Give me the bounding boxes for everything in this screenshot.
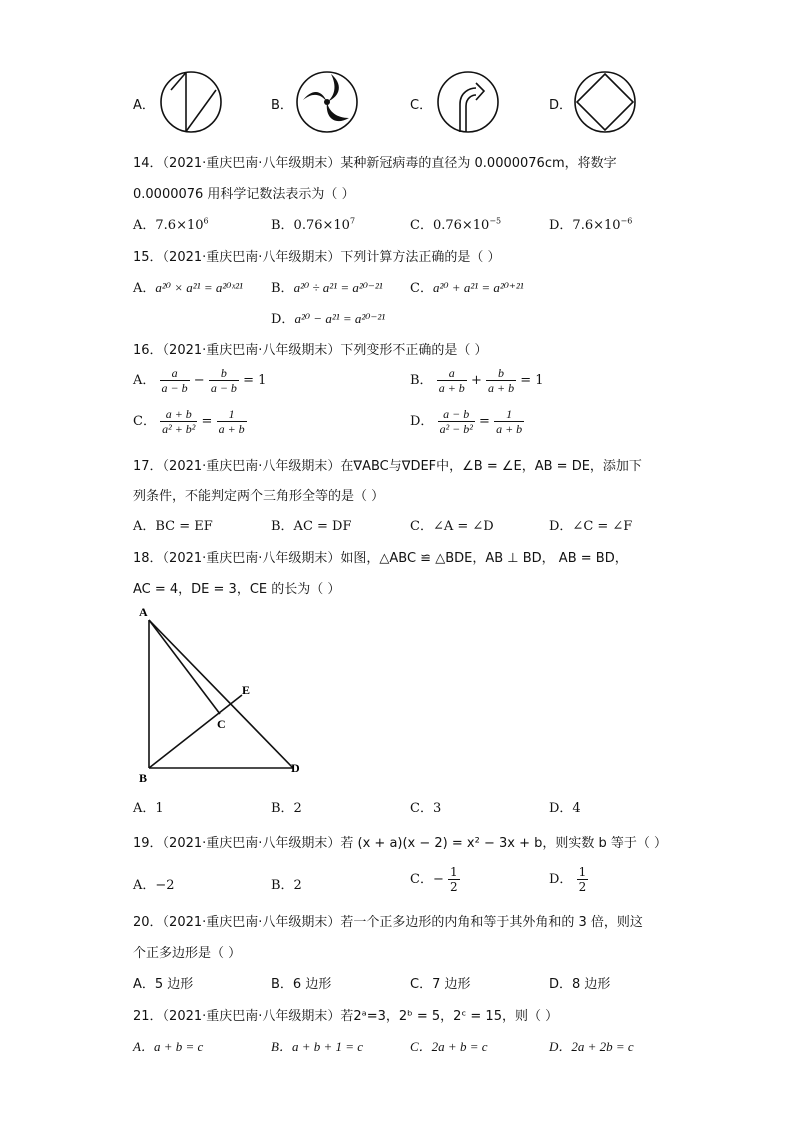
q14-option-d: D．$7.6\times 10^{-6}$ — [549, 216, 633, 233]
q19-option-b: B．2 — [271, 878, 302, 893]
q14-stem-line1: 14．（2021·重庆巴南·八年级期末）某种新冠病毒的直径为 0.0000076cm，将数字 — [133, 156, 617, 171]
q18-option-b: B．2 — [271, 801, 302, 816]
q15-option-d: D．a²⁰ − a²¹ = a²⁰⁻²¹ — [271, 311, 386, 327]
q15-option-a: A．a²⁰ × a²¹ = a²⁰ˣ²¹ — [133, 280, 243, 296]
q13-option-b-label: B． — [271, 98, 293, 113]
q16-option-c: C． $\frac{a + b}{\text{a² + b²}}$ = $\frac{1}{a + b}$ — [133, 407, 245, 436]
q20-stem-line1: 20．（2021·重庆巴南·八年级期末）若一个正多边形的内角和等于其外角和的 3 倍，则这 — [133, 915, 643, 930]
q19-option-d: D． $\frac{1}{2}$ — [549, 865, 587, 894]
q15-option-b: B．a²⁰ ÷ a²¹ = a²⁰⁻²¹ — [271, 280, 383, 296]
q17-option-a: A．BC = EF — [133, 519, 213, 534]
q13-option-a-label: A． — [133, 98, 155, 113]
q14-option-b: B．$0.76\times 10^7$ — [271, 216, 356, 233]
q19-option-a: A．−2 — [133, 878, 175, 893]
q14-option-a: A．$7.6\times 10^6$ — [133, 216, 209, 233]
q16-option-d: D． $\frac{a - b}{\text{a² − b²}}$ = $\frac{1}{a + b}$ — [410, 407, 523, 436]
q21-option-b: B．a + b + 1 = c — [271, 1039, 364, 1054]
q18-triangle-figure — [135, 600, 315, 785]
q18-option-d: D．4 — [549, 801, 581, 816]
q15-option-c: C．a²⁰ + a²¹ = a²⁰⁺²¹ — [410, 280, 524, 296]
q20-stem-line2: 个正多边形是（ ） — [133, 946, 242, 961]
q16-option-b: B． $\frac{a}{a + b}$ + $\frac{b}{a + b}$ = 1 — [410, 366, 544, 395]
q21-option-a: A．a + b = c — [133, 1039, 204, 1054]
q13-option-d-label: D． — [549, 98, 573, 113]
q18-option-c: C．3 — [410, 801, 442, 816]
q21-option-c: C．2a + b = c — [410, 1039, 488, 1054]
q17-stem-line1: 17．（2021·重庆巴南·八年级期末）在∇ABC与∇DEF中，∠B = ∠E，AB = DE，添加下 — [133, 459, 642, 474]
q14-option-c: C．$0.76\times 10^{-5}$ — [410, 216, 502, 233]
q17-option-c: C．∠A = ∠D — [410, 519, 494, 534]
q20-option-b: B．6 边形 — [271, 977, 332, 992]
q17-stem-line2: 列条件，不能判定两个三角形全等的是（ ） — [133, 489, 385, 504]
q21-option-d: D．2a + 2b = c — [549, 1039, 634, 1054]
figure-label-a: A — [139, 605, 148, 619]
q21-stem: 21．（2021·重庆巴南·八年级期末）若2ᵃ=3，2ᵇ = 5，2ᶜ = 15，则（ ） — [133, 1009, 559, 1024]
q20-option-c: C．7 边形 — [410, 977, 471, 992]
q19-option-c: C．− $\frac{1}{2}$ — [410, 865, 458, 894]
q18-stem-line2: AC = 4，DE = 3，CE 的长为（ ） — [133, 582, 341, 597]
q14-stem-line2: 0.0000076 用科学记数法表示为（ ） — [133, 187, 355, 202]
figure-label-b: B — [139, 771, 148, 785]
circle-with-three-swirls-icon — [295, 70, 359, 134]
figure-label-c: C — [217, 717, 226, 731]
q13-option-c-label: C． — [410, 98, 433, 113]
q17-option-b: B．AC = DF — [271, 519, 352, 534]
circle-with-inscribed-square-icon — [573, 70, 637, 134]
circle-with-zigzag-icon — [159, 70, 223, 134]
q16-option-a: A． $\frac{a}{a - b}$ − $\frac{b}{a - b}$ = 1 — [133, 366, 267, 395]
q20-option-a: A．5 边形 — [133, 977, 194, 992]
q18-option-a: A．1 — [133, 801, 164, 816]
figure-label-d: D — [291, 761, 300, 775]
q18-stem-line1: 18．（2021·重庆巴南·八年级期末）如图，△ABC ≌ △BDE，AB ⊥ BD， AB = BD， — [133, 551, 628, 566]
q20-option-d: D．8 边形 — [549, 977, 611, 992]
q17-option-d: D．∠C = ∠F — [549, 519, 633, 534]
figure-label-e: E — [242, 683, 251, 697]
q19-stem: 19．（2021·重庆巴南·八年级期末）若 (x + a)(x − 2) = x² − 3x + b，则实数 b 等于（ ） — [133, 836, 667, 851]
q16-stem: 16．（2021·重庆巴南·八年级期末）下列变形不正确的是（ ） — [133, 343, 488, 358]
circle-with-arrow-icon — [436, 70, 500, 134]
q15-stem: 15．（2021·重庆巴南·八年级期末）下列计算方法正确的是（ ） — [133, 250, 501, 265]
